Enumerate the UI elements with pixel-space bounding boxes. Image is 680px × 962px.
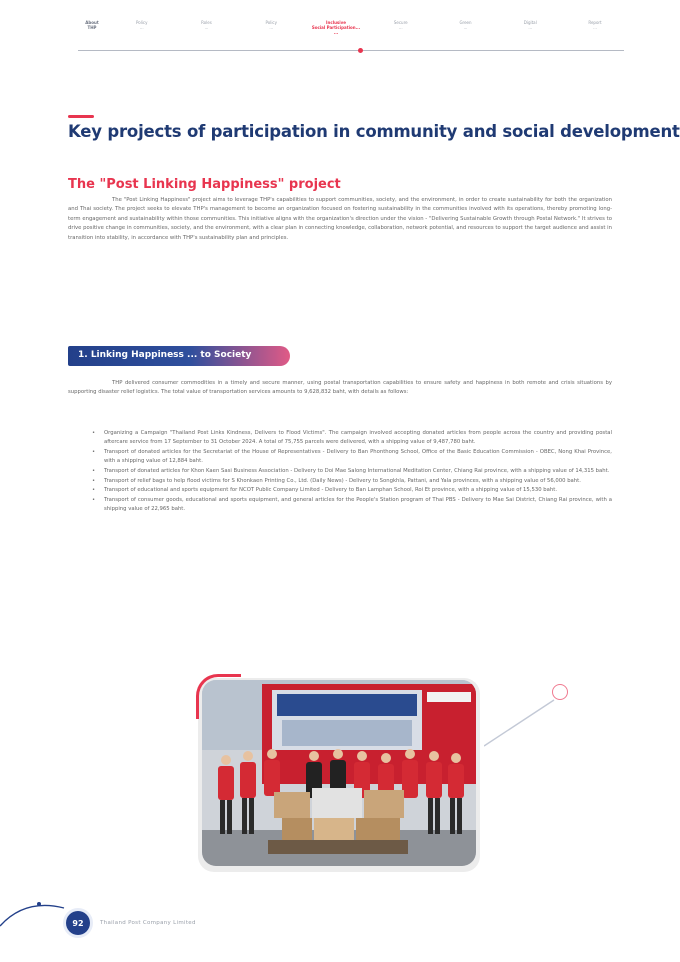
list-item: • Transport of consumer goods, educational and sports equipment, and general articles for the People's Station program of Thai PBS - Delivery to Mae Sai District, Chiang Rai province, with a shipping value of 22,965 baht. [92,496,612,515]
nav-item-2[interactable]: Policy ... [135,20,148,30]
section-heading: The "Post Linking Happiness" project [68,177,341,192]
nav-item-6[interactable]: Secure ... [393,20,408,30]
list-item: • Transport of donated articles for the Secretariat of the House of Representatives - Delivery to Ban Phonthong School, Office of the Basic Education Commission - OBEC, Nong Khai Province, with a shipping value of 12,884 baht. [92,448,612,467]
project-photo [202,680,476,866]
nav-divider [78,50,624,51]
list-item: • Transport of donated articles for Khon Kaen Sasi Business Association - Delivery to Doi Mae Salong International Meditation Center, Chiang Rai province, with a shipping value of 14,315 baht. [92,467,612,476]
footer-company-name: Thailand Post Company Limited [100,920,196,926]
nav-item-4[interactable]: Policy ... [265,20,277,30]
list-item: • Transport of relief bags to help flood victims for S Khonkaen Printing Co., Ltd. (Daily News) - Delivery to Songkhla, Pattani, and Yala provinces, with a shipping value of 56,000 baht. [92,477,612,486]
page-title: Key projects of participation in community and social development [68,122,680,141]
bullet-list [92,429,612,515]
intro-paragraph: The "Post Linking Happiness" project aims to leverage THP's capabilities to support communities, society, and the environment, in order to create sustainability for both the organization and Thai society. The project seeks to elevate THP's management to become an organization focused on fostering sustainability in the communities involved with its operations, thereby promoting long-term engagement and sustainability within those communities. This initiative aligns with the organization's direction under the vision - "Delivering Sustainable Growth through Postal Network." It strives to drive positive change in communities, society, and the environment, with a clear plan in connecting knowledge, collaboration, network potential, and resources to support the target audience and assist in transition into stability, in accordance with THP's sustainability plan and principles. [68,197,612,241]
nav-item-7[interactable]: Green ... [459,20,472,30]
nav-item-9[interactable]: Report ... [588,20,602,30]
subsection-banner-label: 1. Linking Happiness ... to Society [78,350,252,360]
subsection-banner [68,346,290,366]
nav-item-8[interactable]: Digital ... [523,20,537,30]
photo-illustration [202,680,476,866]
nav-item-about[interactable]: About THP [85,20,99,30]
nav-item-active[interactable]: Inclusive Social Participation... ... [311,20,361,35]
list-item: • Transport of educational and sports equipment for NCOT Public Company Limited - Delivery to Ban Lamphan School, Roi Et province, with a shipping value of 15,530 baht. [92,486,612,495]
title-accent-bar [68,115,94,118]
nav-item-3[interactable]: Roles ... [201,20,212,30]
list-item: • Organizing a Campaign "Thailand Post Links Kindness, Delivers to Flood Victims". The campaign involved accepting donated articles from people across the country and providing postal aftercare service from 17 September to 31 October 2024. A total of 75,755 parcels were delivered, with a shipping value of 9,487,780 baht. [92,429,612,448]
project-photo-frame [198,674,480,872]
callout-marker-circle [552,684,568,700]
top-navigation [78,20,624,50]
nav-active-marker [358,48,363,53]
page-number-badge: 92 [66,911,90,935]
body-paragraph: THP delivered consumer commodities in a timely and secure manner, using postal transportation capabilities to ensure safety and happiness in both remote and crisis situations by supporting disaster relief logistics. The total value of transportation services amounts to 9,628,832 baht, with details as follows: [68,380,612,396]
